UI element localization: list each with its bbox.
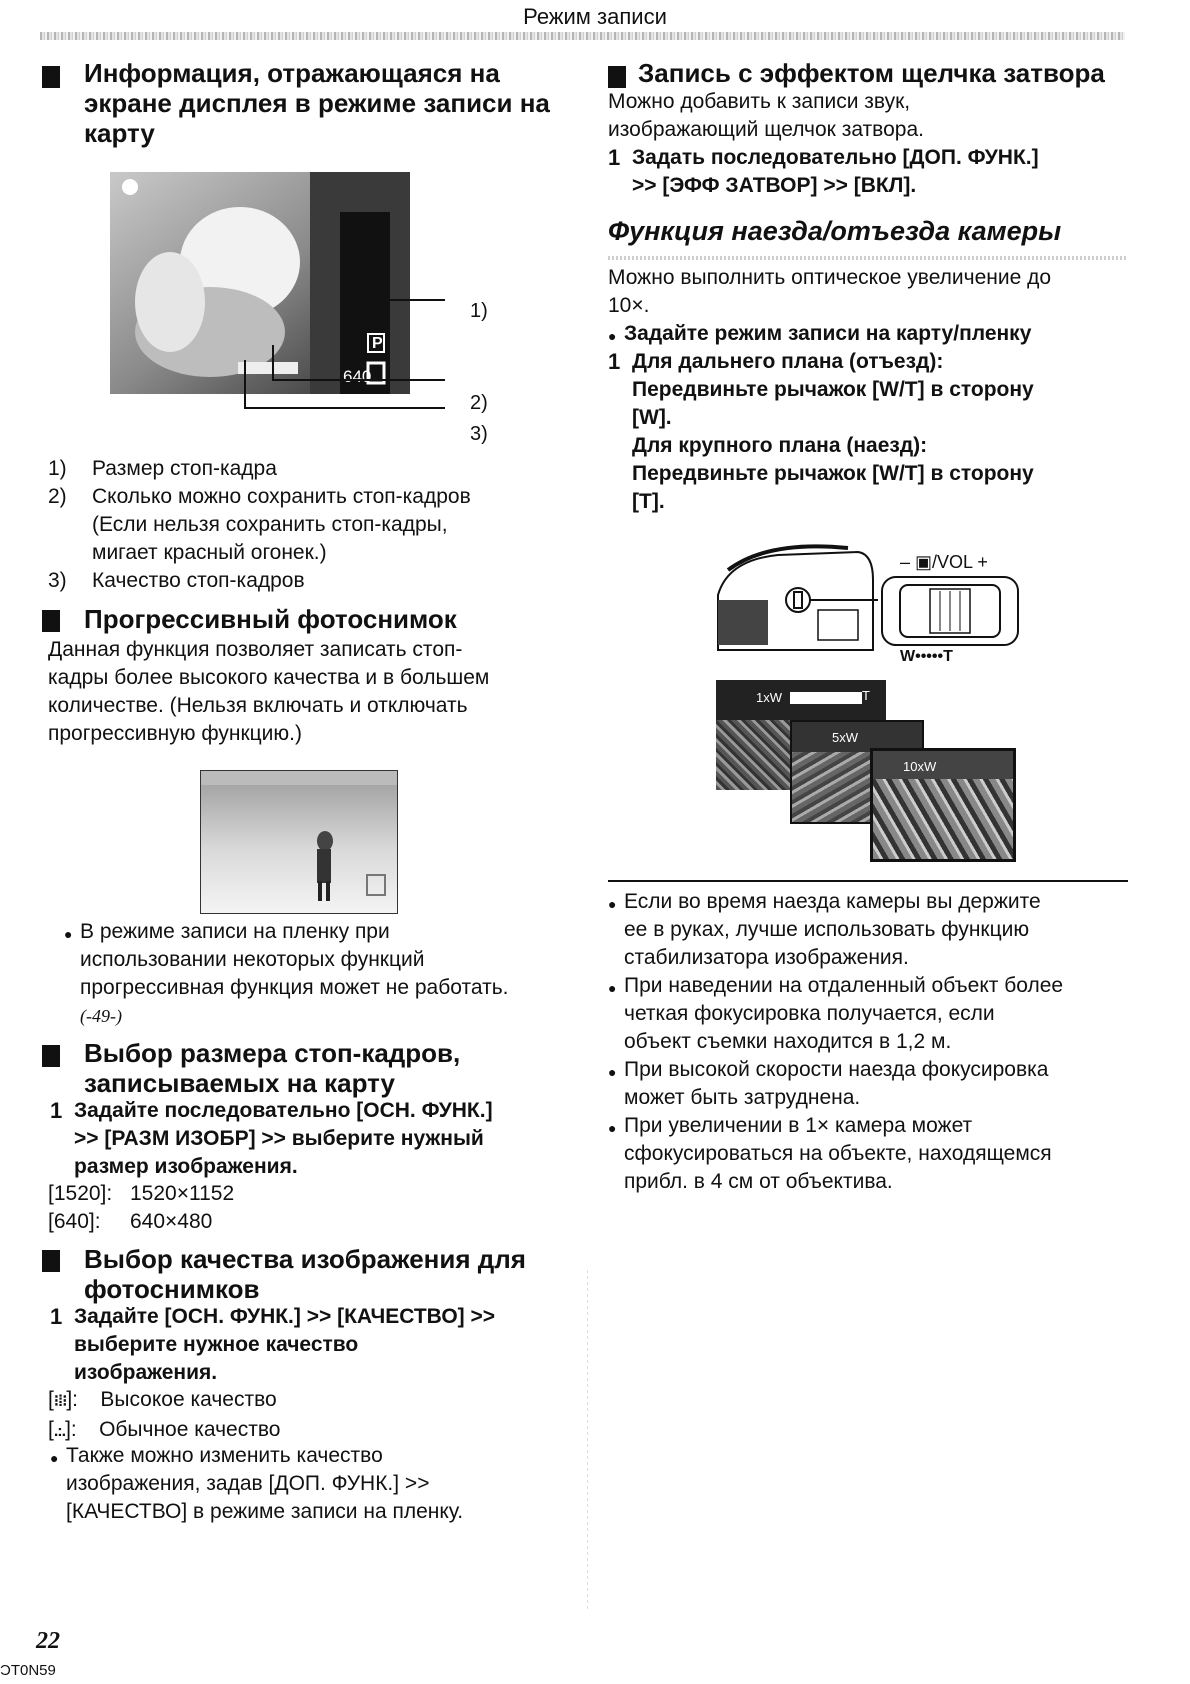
zoom-notes	[624, 888, 1144, 1196]
section-marker	[42, 1045, 60, 1067]
section-title-progressive: Прогрессивный фотоснимок	[84, 604, 457, 634]
step-number: 1	[608, 349, 621, 374]
note-item: ● При наведении на отдаленный объект более четкая фокусировка получается, если объект съемки находится в 1,2 м.	[624, 972, 1144, 1056]
doc-code: ƆT0N59	[0, 1662, 56, 1679]
camera-illustration	[708, 540, 878, 660]
header-rule	[40, 32, 1125, 40]
legend-item: 3) Качество стоп-кадров	[48, 569, 305, 592]
svg-text:P: P	[372, 335, 383, 352]
section-title-size: Выбор размера стоп-кадров, записываемых на карту	[84, 1038, 461, 1098]
page-header: Режим записи	[523, 4, 667, 29]
quality-note: ● Также можно изменить качество изображения, задав [ДОП. ФУНК.] >> [КАЧЕСТВО] в режиме записи на пленку.	[66, 1442, 586, 1526]
callout-lines	[240, 280, 500, 440]
callout-2: 2)	[470, 392, 488, 414]
progressive-note: ● В режиме записи на пленку при использовании некоторых функций прогрессивная функция может не работать. (-49-)	[80, 918, 600, 1030]
size-step: Задайте последовательно [ОСН. ФУНК.] >> [РАЗМ ИЗОБР] >> выберите нужный размер изображения.	[74, 1099, 493, 1178]
section-rule	[608, 880, 1128, 882]
progressive-body: Данная функция позволяет записать стоп- кадры более высокого качества и в большем количестве. (Нельзя включать и отключать прогрессивную функцию.)	[48, 638, 490, 745]
zoom-step: Для дальнего плана (отъезд): Передвиньте рычажок [W/T] в сторону [W]. Для крупного плана (наезд): Передвиньте рычажок [W/T] в сторону [T].	[632, 350, 1034, 513]
zoom-title-rule	[608, 256, 1128, 260]
shutter-body: Можно добавить к записи звук, изображающий щелчок затвора.	[608, 90, 924, 141]
section-marker	[608, 66, 626, 88]
section-marker	[42, 1250, 60, 1272]
zoom-photo-10x: 10xW	[870, 748, 1016, 862]
legend-list	[48, 455, 568, 595]
size-option: [640]: 640×480	[48, 1210, 213, 1233]
note-item: ● Если во время наезда камеры вы держите ее в руках, лучше использовать функцию стабилизатора изображения.	[624, 888, 1144, 972]
size-options	[48, 1180, 448, 1236]
svg-text:640: 640	[343, 367, 372, 386]
lever-top-label: – ▣/VOL +	[900, 552, 988, 572]
step-number: 1	[50, 1304, 63, 1329]
shutter-step: Задать последовательно [ДОП. ФУНК.] >> [ЭФФ ЗАТВОР] >> [ВКЛ].	[632, 146, 1039, 197]
quality-option-normal: [.:.]: Обычное качество	[48, 1418, 281, 1441]
callout-3: 3)	[470, 423, 488, 445]
step-number: 1	[50, 1098, 63, 1123]
zoom-bullet: ● Задайте режим записи на карту/пленку	[624, 320, 1144, 348]
note-item: ● При увеличении в 1× камера может сфокусироваться на объекте, находящемся прибл. в 4 см от объектива.	[624, 1112, 1144, 1196]
size-option: [1520]: 1520×1152	[48, 1182, 235, 1205]
section-title-quality: Выбор качества изображения для фотоснимков	[84, 1244, 526, 1304]
section-title-shutter: Запись с эффектом щелчка затвора	[638, 58, 1105, 88]
progressive-photo	[200, 770, 398, 914]
zoom-photo-5x: 5xW	[790, 720, 924, 824]
section-marker	[42, 610, 60, 632]
section-marker	[42, 66, 60, 88]
quality-high-icon: ⁝⁞⁝	[53, 1393, 67, 1410]
section-title-zoom: Функция наезда/отъезда камеры	[608, 216, 1062, 246]
callout-1: 1)	[470, 300, 488, 322]
note-item: ● При высокой скорости наезда фокусировка может быть затруднена.	[624, 1056, 1144, 1112]
zoom-body: Можно выполнить оптическое увеличение до 10×.	[608, 266, 1052, 317]
column-divider	[587, 1270, 588, 1610]
lever-bottom-label: W•••••T	[900, 648, 953, 665]
quality-normal-icon: .:.	[53, 1423, 66, 1440]
legend-item: 1) Размер стоп-кадра	[48, 457, 277, 480]
section-title-display-info: Информация, отражающаяся на экране дисплея в режиме записи на карту	[84, 58, 550, 148]
quality-step: Задайте [ОСН. ФУНК.] >> [КАЧЕСТВО] >> выберите нужное качество изображения.	[74, 1305, 496, 1384]
quality-option-high: [⁝⁞⁝]: Высокое качество	[48, 1388, 277, 1411]
quality-options	[48, 1386, 548, 1446]
legend-item: 2) Сколько можно сохранить стоп-кадров (Если нельзя сохранить стоп-кадры, мигает красный огонек.)	[48, 485, 471, 564]
step-number: 1	[608, 145, 621, 170]
zoom-photo-1x: 1xW T	[716, 680, 886, 790]
page-number: 22	[36, 1628, 60, 1654]
zoom-lever	[880, 575, 1020, 647]
